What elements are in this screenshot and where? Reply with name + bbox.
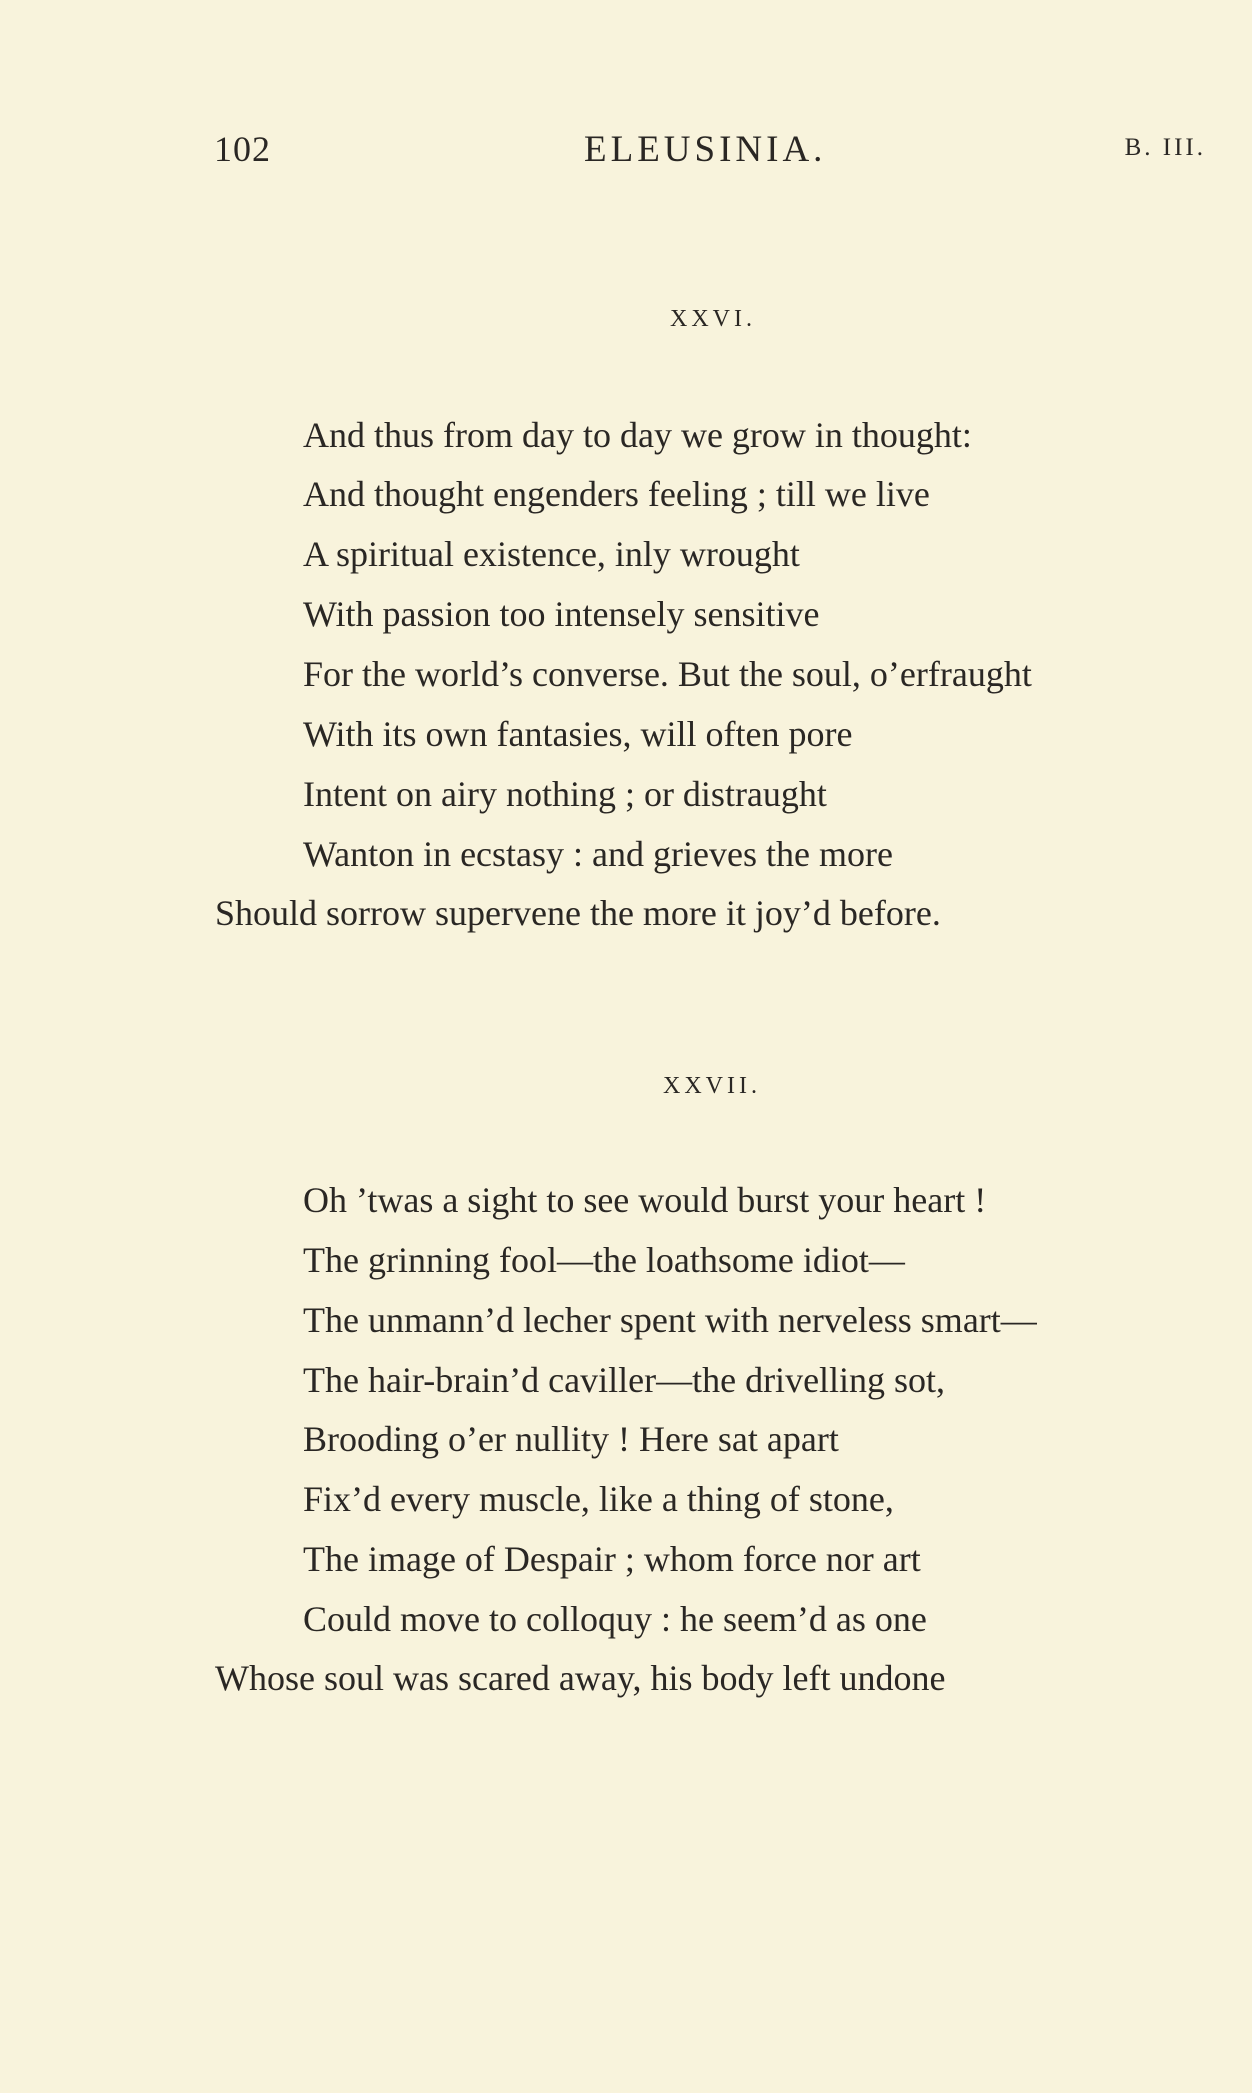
verse-line: For the world’s converse. But the soul, o’erfraught [303, 654, 1032, 694]
verse-line: A spiritual existence, inly wrought [303, 534, 800, 574]
verse-line: Whose soul was scared away, his body left undone [215, 1658, 946, 1698]
verse-line: And thought engenders feeling ; till we live [303, 474, 930, 514]
verse-line: Could move to colloquy : he seem’d as one [303, 1599, 927, 1639]
running-title: ELEUSINIA. [584, 129, 827, 170]
verse-line: The grinning fool—the loathsome idiot— [303, 1240, 905, 1280]
verse-line: The image of Despair ; whom force nor art [303, 1539, 921, 1579]
verse-line: And thus from day to day we grow in thought: [303, 415, 972, 455]
verse-line: The unmann’d lecher spent with nerveless smart— [303, 1300, 1037, 1340]
running-head [214, 128, 1206, 176]
verse-line: Should sorrow supervene the more it joy’d before. [215, 893, 941, 933]
verse-line: With its own fantasies, will often pore [303, 714, 853, 754]
verse-line: Oh ’twas a sight to see would burst your heart ! [303, 1180, 987, 1220]
stanza-number: XXVI. [670, 306, 756, 332]
verse-line: The hair-brain’d caviller—the drivelling sot, [303, 1360, 946, 1400]
verse-line: Fix’d every muscle, like a thing of stone, [303, 1479, 894, 1519]
page-number: 102 [214, 129, 271, 169]
book-reference: B. III. [1124, 134, 1206, 161]
verse-line: Brooding o’er nullity ! Here sat apart [303, 1419, 839, 1459]
verse-line: Wanton in ecstasy : and grieves the more [303, 834, 893, 874]
verse-line: Intent on airy nothing ; or distraught [303, 774, 827, 814]
stanza-number: XXVII. [663, 1073, 761, 1099]
verse-line: With passion too intensely sensitive [303, 594, 820, 634]
